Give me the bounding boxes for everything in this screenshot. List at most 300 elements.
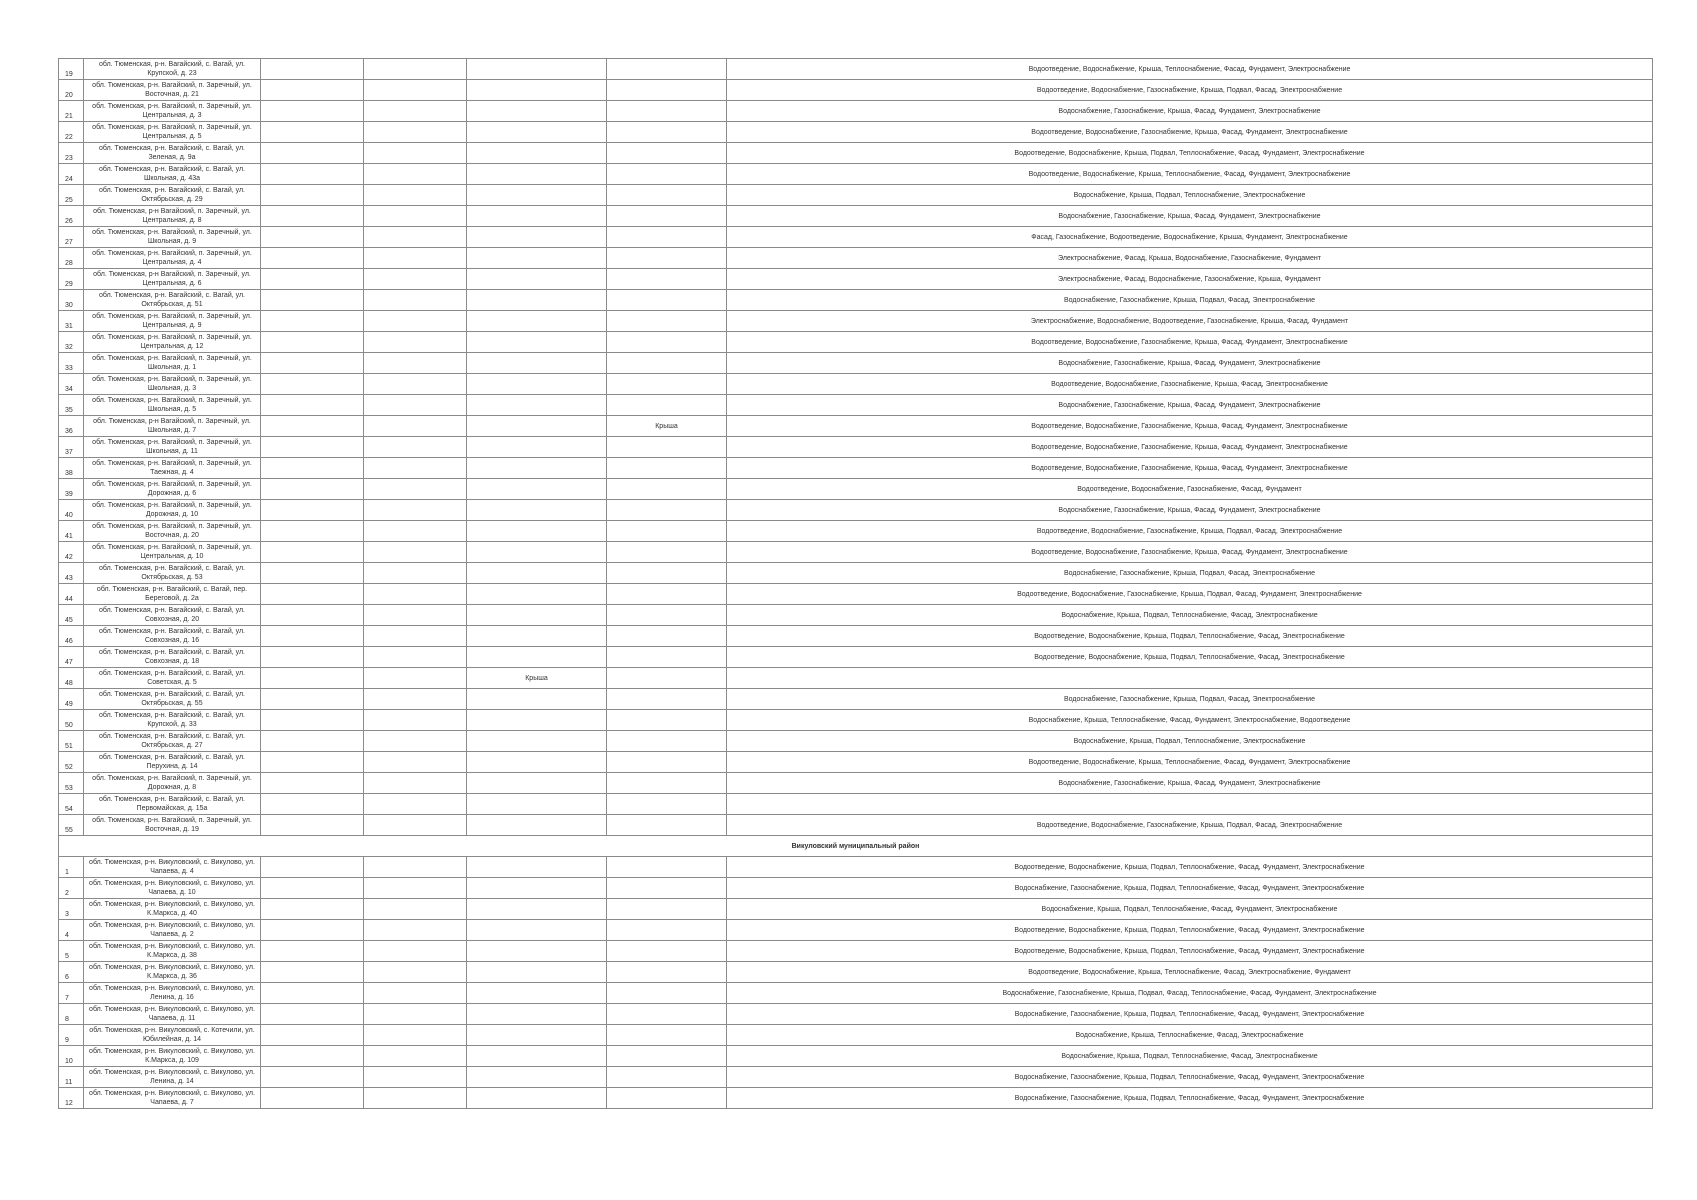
address-cell: обл. Тюменская, р-н. Вагайский, п. Заречный, ул. Восточная, д. 21	[84, 80, 261, 101]
empty-cell-3	[261, 143, 364, 164]
address-cell: обл. Тюменская, р-н. Вагайский, п. Заречный, ул. Восточная, д. 19	[84, 815, 261, 836]
empty-cell-4	[364, 248, 467, 269]
empty-cell-3	[261, 899, 364, 920]
table-row	[59, 689, 1653, 710]
empty-cell-3	[261, 458, 364, 479]
works-list-cell: Водоснабжение, Крыша, Подвал, Теплоснабжение, Электроснабжение	[727, 185, 1653, 206]
empty-cell-4	[364, 500, 467, 521]
work-type-cell-5	[467, 248, 607, 269]
work-type-cell-6	[607, 290, 727, 311]
empty-cell-4	[364, 605, 467, 626]
empty-cell-4	[364, 794, 467, 815]
works-list-cell: Водоотведение, Водоснабжение, Газоснабжение, Крыша, Фасад, Фундамент, Электроснабжение	[727, 458, 1653, 479]
empty-cell-3	[261, 941, 364, 962]
work-type-cell-5	[467, 857, 607, 878]
empty-cell-3	[261, 206, 364, 227]
empty-cell-4	[364, 1004, 467, 1025]
work-type-cell-6	[607, 311, 727, 332]
work-type-cell-5	[467, 395, 607, 416]
empty-cell-4	[364, 920, 467, 941]
row-number-cell: 9	[59, 1025, 84, 1046]
work-type-cell-6	[607, 500, 727, 521]
row-number-cell: 46	[59, 626, 84, 647]
row-number-cell: 52	[59, 752, 84, 773]
work-type-cell-5	[467, 878, 607, 899]
empty-cell-4	[364, 332, 467, 353]
row-number-cell: 30	[59, 290, 84, 311]
work-type-cell-6	[607, 437, 727, 458]
address-cell: обл. Тюменская, р-н. Вагайский, п. Заречный, ул. Школьная, д. 5	[84, 395, 261, 416]
empty-cell-3	[261, 542, 364, 563]
table-row	[59, 185, 1653, 206]
address-cell: обл. Тюменская, р-н. Вагайский, с. Вагай, ул. Крупской, д. 23	[84, 59, 261, 80]
work-type-cell-5	[467, 794, 607, 815]
works-list-cell: Водоотведение, Водоснабжение, Крыша, Теплоснабжение, Фасад, Электроснабжение, Фундамент	[727, 962, 1653, 983]
works-list-cell: Водоснабжение, Газоснабжение, Крыша, Фасад, Фундамент, Электроснабжение	[727, 395, 1653, 416]
table-row	[59, 731, 1653, 752]
row-number-cell: 42	[59, 542, 84, 563]
section-title: Викуловский муниципальный район	[59, 836, 1653, 857]
work-type-cell-6	[607, 794, 727, 815]
work-type-cell-6	[607, 731, 727, 752]
empty-cell-3	[261, 563, 364, 584]
address-cell: обл. Тюменская, р-н. Викуловский, с. Викулово, ул. Ленина, д. 14	[84, 1067, 261, 1088]
works-list-cell: Водоснабжение, Газоснабжение, Крыша, Подвал, Теплоснабжение, Фасад, Фундамент, Электроснабжение	[727, 1067, 1653, 1088]
address-cell: обл. Тюменская, р-н. Вагайский, п. Заречный, ул. Центральная, д. 4	[84, 248, 261, 269]
row-number-cell: 53	[59, 773, 84, 794]
empty-cell-3	[261, 857, 364, 878]
row-number-cell: 24	[59, 164, 84, 185]
row-number-cell: 51	[59, 731, 84, 752]
address-cell: обл. Тюменская, р-н. Викуловский, с. Викулово, ул. К.Маркса, д. 109	[84, 1046, 261, 1067]
work-type-cell-6	[607, 542, 727, 563]
empty-cell-3	[261, 500, 364, 521]
empty-cell-4	[364, 227, 467, 248]
work-type-cell-5	[467, 500, 607, 521]
work-type-cell-5	[467, 815, 607, 836]
work-type-cell-6	[607, 1067, 727, 1088]
address-cell: обл. Тюменская, р-н. Викуловский, с. Котечили, ул. Юбилейная, д. 14	[84, 1025, 261, 1046]
address-cell: обл. Тюменская, р-н. Вагайский, с. Вагай, ул. Октябрьская, д. 27	[84, 731, 261, 752]
work-type-cell-6	[607, 563, 727, 584]
works-list-cell: Водоотведение, Водоснабжение, Газоснабжение, Крыша, Подвал, Фасад, Электроснабжение	[727, 815, 1653, 836]
address-cell: обл. Тюменская, р-н. Викуловский, с. Викулово, ул. Чапаева, д. 7	[84, 1088, 261, 1109]
row-number-cell: 19	[59, 59, 84, 80]
works-list-cell: Водоотведение, Водоснабжение, Крыша, Подвал, Теплоснабжение, Фасад, Электроснабжение	[727, 647, 1653, 668]
empty-cell-4	[364, 857, 467, 878]
empty-cell-3	[261, 1067, 364, 1088]
works-list-cell: Водоотведение, Водоснабжение, Газоснабжение, Крыша, Фасад, Фундамент, Электроснабжение	[727, 437, 1653, 458]
work-type-cell-6	[607, 143, 727, 164]
work-type-cell-6	[607, 920, 727, 941]
empty-cell-3	[261, 983, 364, 1004]
empty-cell-3	[261, 626, 364, 647]
address-cell: обл. Тюменская, р-н. Вагайский, с. Вагай, ул. Октябрьская, д. 55	[84, 689, 261, 710]
empty-cell-3	[261, 227, 364, 248]
work-type-cell-5	[467, 542, 607, 563]
row-number-cell: 36	[59, 416, 84, 437]
address-cell: обл. Тюменская, р-н. Викуловский, с. Викулово, ул. Чапаева, д. 11	[84, 1004, 261, 1025]
row-number-cell: 32	[59, 332, 84, 353]
empty-cell-3	[261, 395, 364, 416]
table-row	[59, 962, 1653, 983]
works-list-cell: Водоснабжение, Газоснабжение, Крыша, Фасад, Фундамент, Электроснабжение	[727, 500, 1653, 521]
work-type-cell-6	[607, 1025, 727, 1046]
table-row	[59, 1046, 1653, 1067]
work-type-cell-6	[607, 710, 727, 731]
work-type-cell-6	[607, 80, 727, 101]
works-list-cell: Водоснабжение, Крыша, Подвал, Теплоснабжение, Фасад, Электроснабжение	[727, 605, 1653, 626]
empty-cell-3	[261, 353, 364, 374]
row-number-cell: 11	[59, 1067, 84, 1088]
address-cell: обл. Тюменская, р-н. Вагайский, с. Вагай, ул. Крупской, д. 33	[84, 710, 261, 731]
empty-cell-4	[364, 941, 467, 962]
table-row	[59, 899, 1653, 920]
work-type-cell-5	[467, 689, 607, 710]
table-row	[59, 668, 1653, 689]
table-row	[59, 941, 1653, 962]
works-list-cell: Водоотведение, Водоснабжение, Газоснабжение, Крыша, Фасад, Фундамент, Электроснабжение	[727, 332, 1653, 353]
work-type-cell-6	[607, 626, 727, 647]
empty-cell-3	[261, 248, 364, 269]
work-type-cell-6	[607, 206, 727, 227]
empty-cell-4	[364, 584, 467, 605]
row-number-cell: 23	[59, 143, 84, 164]
empty-cell-4	[364, 458, 467, 479]
row-number-cell: 55	[59, 815, 84, 836]
empty-cell-4	[364, 1025, 467, 1046]
address-cell: обл. Тюменская, р-н. Вагайский, с. Вагай, ул. Октябрьская, д. 29	[84, 185, 261, 206]
empty-cell-4	[364, 983, 467, 1004]
work-type-cell-5	[467, 710, 607, 731]
empty-cell-3	[261, 605, 364, 626]
work-type-cell-6	[607, 1046, 727, 1067]
empty-cell-3	[261, 731, 364, 752]
works-list-cell: Водоснабжение, Газоснабжение, Крыша, Фасад, Фундамент, Электроснабжение	[727, 353, 1653, 374]
empty-cell-3	[261, 290, 364, 311]
empty-cell-4	[364, 815, 467, 836]
address-cell: обл. Тюменская, р-н Вагайский, п. Заречный, ул. Центральная, д. 8	[84, 206, 261, 227]
works-list-cell: Водоотведение, Водоснабжение, Крыша, Теплоснабжение, Фасад, Фундамент, Электроснабжение	[727, 59, 1653, 80]
address-cell: обл. Тюменская, р-н. Вагайский, п. Заречный, ул. Центральная, д. 9	[84, 311, 261, 332]
empty-cell-3	[261, 374, 364, 395]
works-list-cell: Водоснабжение, Газоснабжение, Крыша, Фасад, Фундамент, Электроснабжение	[727, 101, 1653, 122]
address-cell: обл. Тюменская, р-н. Викуловский, с. Викулово, ул. Чапаева, д. 4	[84, 857, 261, 878]
work-type-cell-5	[467, 290, 607, 311]
row-number-cell: 25	[59, 185, 84, 206]
section-header-row	[59, 836, 1653, 857]
table-row	[59, 983, 1653, 1004]
empty-cell-4	[364, 269, 467, 290]
work-type-cell-5	[467, 899, 607, 920]
work-type-cell-6	[607, 647, 727, 668]
work-type-cell-6	[607, 689, 727, 710]
empty-cell-4	[364, 1088, 467, 1109]
work-type-cell-5	[467, 206, 607, 227]
works-list-cell: Электроснабжение, Водоснабжение, Водоотведение, Газоснабжение, Крыша, Фасад, Фундамент	[727, 311, 1653, 332]
works-list-cell: Водоотведение, Водоснабжение, Крыша, Теплоснабжение, Фасад, Фундамент, Электроснабжение	[727, 752, 1653, 773]
table-row	[59, 311, 1653, 332]
address-cell: обл. Тюменская, р-н. Вагайский, п. Заречный, ул. Школьная, д. 3	[84, 374, 261, 395]
work-type-cell-6	[607, 185, 727, 206]
address-cell: обл. Тюменская, р-н. Вагайский, п. Заречный, ул. Таежная, д. 4	[84, 458, 261, 479]
table-row	[59, 1088, 1653, 1109]
empty-cell-4	[364, 647, 467, 668]
table-row	[59, 269, 1653, 290]
table-row	[59, 1067, 1653, 1088]
work-type-cell-5	[467, 1088, 607, 1109]
work-type-cell-5	[467, 752, 607, 773]
empty-cell-4	[364, 437, 467, 458]
row-number-cell: 38	[59, 458, 84, 479]
address-cell: обл. Тюменская, р-н. Вагайский, с. Вагай, ул. Совхозная, д. 20	[84, 605, 261, 626]
work-type-cell-5	[467, 101, 607, 122]
work-type-cell-5	[467, 164, 607, 185]
works-list-cell	[727, 794, 1653, 815]
table-row	[59, 290, 1653, 311]
empty-cell-3	[261, 752, 364, 773]
address-cell: обл. Тюменская, р-н. Вагайский, с. Вагай, ул. Школьная, д. 43а	[84, 164, 261, 185]
table-row	[59, 332, 1653, 353]
address-cell: обл. Тюменская, р-н. Вагайский, п. Заречный, ул. Центральная, д. 10	[84, 542, 261, 563]
empty-cell-3	[261, 1088, 364, 1109]
empty-cell-4	[364, 122, 467, 143]
empty-cell-3	[261, 101, 364, 122]
work-type-cell-6	[607, 773, 727, 794]
work-type-cell-6	[607, 1088, 727, 1109]
row-number-cell: 35	[59, 395, 84, 416]
empty-cell-4	[364, 1046, 467, 1067]
empty-cell-4	[364, 773, 467, 794]
row-number-cell: 20	[59, 80, 84, 101]
table-row	[59, 857, 1653, 878]
works-list-cell: Водоснабжение, Крыша, Теплоснабжение, Фасад, Электроснабжение	[727, 1025, 1653, 1046]
table-row	[59, 248, 1653, 269]
empty-cell-3	[261, 80, 364, 101]
work-type-cell-5	[467, 332, 607, 353]
empty-cell-4	[364, 311, 467, 332]
work-type-cell-5	[467, 1067, 607, 1088]
works-list-cell: Электроснабжение, Фасад, Крыша, Водоснабжение, Газоснабжение, Фундамент	[727, 248, 1653, 269]
address-cell: обл. Тюменская, р-н. Викуловский, с. Викулово, ул. Чапаева, д. 10	[84, 878, 261, 899]
row-number-cell: 49	[59, 689, 84, 710]
works-list-cell: Водоснабжение, Газоснабжение, Крыша, Фасад, Фундамент, Электроснабжение	[727, 773, 1653, 794]
empty-cell-3	[261, 962, 364, 983]
empty-cell-4	[364, 878, 467, 899]
empty-cell-4	[364, 542, 467, 563]
table-row	[59, 773, 1653, 794]
work-type-cell-6: Крыша	[607, 416, 727, 437]
empty-cell-4	[364, 206, 467, 227]
address-cell: обл. Тюменская, р-н Вагайский, п. Заречный, ул. Школьная, д. 7	[84, 416, 261, 437]
work-type-cell-6	[607, 395, 727, 416]
empty-cell-3	[261, 710, 364, 731]
table-row	[59, 521, 1653, 542]
work-type-cell-5	[467, 227, 607, 248]
table-row	[59, 920, 1653, 941]
work-type-cell-5	[467, 1025, 607, 1046]
work-type-cell-5	[467, 941, 607, 962]
empty-cell-4	[364, 59, 467, 80]
table-row	[59, 143, 1653, 164]
work-type-cell-6	[607, 752, 727, 773]
table-row	[59, 1025, 1653, 1046]
address-cell: обл. Тюменская, р-н. Вагайский, с. Вагай, ул. Советская, д. 5	[84, 668, 261, 689]
empty-cell-4	[364, 185, 467, 206]
works-list-cell: Водоснабжение, Газоснабжение, Крыша, Подвал, Теплоснабжение, Фасад, Фундамент, Электроснабжение	[727, 1088, 1653, 1109]
work-type-cell-6	[607, 332, 727, 353]
empty-cell-3	[261, 269, 364, 290]
table-row	[59, 647, 1653, 668]
address-cell: обл. Тюменская, р-н. Викуловский, с. Викулово, ул. Чапаева, д. 2	[84, 920, 261, 941]
work-type-cell-6	[607, 269, 727, 290]
empty-cell-4	[364, 710, 467, 731]
empty-cell-4	[364, 479, 467, 500]
row-number-cell: 40	[59, 500, 84, 521]
empty-cell-4	[364, 80, 467, 101]
works-list-cell: Водоотведение, Водоснабжение, Газоснабжение, Крыша, Подвал, Фасад, Электроснабжение	[727, 80, 1653, 101]
row-number-cell: 31	[59, 311, 84, 332]
empty-cell-3	[261, 920, 364, 941]
work-type-cell-5	[467, 122, 607, 143]
address-cell: обл. Тюменская, р-н. Вагайский, п. Заречный, ул. Дорожная, д. 6	[84, 479, 261, 500]
address-cell: обл. Тюменская, р-н. Вагайский, с. Вагай, пер. Береговой, д. 2а	[84, 584, 261, 605]
address-cell: обл. Тюменская, р-н. Вагайский, с. Вагай, ул. Перухина, д. 14	[84, 752, 261, 773]
empty-cell-4	[364, 731, 467, 752]
works-list-cell: Водоснабжение, Газоснабжение, Крыша, Подвал, Фасад, Электроснабжение	[727, 689, 1653, 710]
work-type-cell-6	[607, 815, 727, 836]
empty-cell-4	[364, 353, 467, 374]
work-type-cell-5	[467, 143, 607, 164]
empty-cell-4	[364, 164, 467, 185]
row-number-cell: 45	[59, 605, 84, 626]
works-list-cell: Водоотведение, Водоснабжение, Крыша, Подвал, Теплоснабжение, Фасад, Электроснабжение	[727, 626, 1653, 647]
works-list-cell: Водоотведение, Водоснабжение, Газоснабжение, Крыша, Фасад, Фундамент, Электроснабжение	[727, 416, 1653, 437]
works-list-cell: Водоснабжение, Крыша, Подвал, Теплоснабжение, Фасад, Фундамент, Электроснабжение	[727, 899, 1653, 920]
row-number-cell: 48	[59, 668, 84, 689]
works-list-cell: Водоснабжение, Газоснабжение, Крыша, Подвал, Теплоснабжение, Фасад, Фундамент, Электроснабжение	[727, 878, 1653, 899]
work-type-cell-6	[607, 164, 727, 185]
row-number-cell: 47	[59, 647, 84, 668]
address-cell: обл. Тюменская, р-н. Вагайский, с. Вагай, ул. Совхозная, д. 16	[84, 626, 261, 647]
table-row	[59, 584, 1653, 605]
work-type-cell-5	[467, 731, 607, 752]
address-cell: обл. Тюменская, р-н. Викуловский, с. Викулово, ул. К.Маркса, д. 40	[84, 899, 261, 920]
empty-cell-3	[261, 1046, 364, 1067]
work-type-cell-5	[467, 1046, 607, 1067]
address-cell: обл. Тюменская, р-н. Вагайский, п. Заречный, ул. Восточная, д. 20	[84, 521, 261, 542]
row-number-cell: 7	[59, 983, 84, 1004]
works-list-cell: Водоотведение, Водоснабжение, Крыша, Подвал, Теплоснабжение, Фасад, Фундамент, Электроснабжение	[727, 857, 1653, 878]
empty-cell-3	[261, 584, 364, 605]
empty-cell-4	[364, 1067, 467, 1088]
empty-cell-3	[261, 332, 364, 353]
work-type-cell-6	[607, 479, 727, 500]
row-number-cell: 34	[59, 374, 84, 395]
table-row	[59, 542, 1653, 563]
address-cell: обл. Тюменская, р-н. Вагайский, п. Заречный, ул. Дорожная, д. 10	[84, 500, 261, 521]
empty-cell-4	[364, 962, 467, 983]
row-number-cell: 5	[59, 941, 84, 962]
work-type-cell-6	[607, 899, 727, 920]
row-number-cell: 28	[59, 248, 84, 269]
work-type-cell-5	[467, 1004, 607, 1025]
work-type-cell-5	[467, 983, 607, 1004]
table-row	[59, 227, 1653, 248]
address-cell: обл. Тюменская, р-н. Вагайский, п. Заречный, ул. Школьная, д. 11	[84, 437, 261, 458]
table-row	[59, 500, 1653, 521]
work-type-cell-6	[607, 962, 727, 983]
work-type-cell-5	[467, 521, 607, 542]
row-number-cell: 1	[59, 857, 84, 878]
empty-cell-3	[261, 668, 364, 689]
works-list-cell: Водоотведение, Водоснабжение, Газоснабжение, Крыша, Фасад, Фундамент, Электроснабжение	[727, 542, 1653, 563]
work-type-cell-5	[467, 563, 607, 584]
works-list-cell: Водоснабжение, Крыша, Подвал, Теплоснабжение, Фасад, Электроснабжение	[727, 1046, 1653, 1067]
works-list-cell: Водоснабжение, Газоснабжение, Крыша, Подвал, Фасад, Электроснабжение	[727, 563, 1653, 584]
table-row	[59, 710, 1653, 731]
empty-cell-4	[364, 416, 467, 437]
work-type-cell-6	[607, 878, 727, 899]
work-type-cell-5: Крыша	[467, 668, 607, 689]
empty-cell-4	[364, 668, 467, 689]
row-number-cell: 41	[59, 521, 84, 542]
empty-cell-3	[261, 773, 364, 794]
work-type-cell-5	[467, 185, 607, 206]
table-row	[59, 458, 1653, 479]
address-cell: обл. Тюменская, р-н. Вагайский, п. Заречный, ул. Центральная, д. 5	[84, 122, 261, 143]
row-number-cell: 2	[59, 878, 84, 899]
address-cell: обл. Тюменская, р-н. Вагайский, с. Вагай, ул. Октябрьская, д. 51	[84, 290, 261, 311]
table-row	[59, 878, 1653, 899]
table-row	[59, 416, 1653, 437]
row-number-cell: 22	[59, 122, 84, 143]
empty-cell-4	[364, 374, 467, 395]
address-cell: обл. Тюменская, р-н. Вагайский, с. Вагай, ул. Совхозная, д. 18	[84, 647, 261, 668]
empty-cell-3	[261, 689, 364, 710]
row-number-cell: 12	[59, 1088, 84, 1109]
table-row	[59, 122, 1653, 143]
empty-cell-3	[261, 437, 364, 458]
row-number-cell: 44	[59, 584, 84, 605]
row-number-cell: 10	[59, 1046, 84, 1067]
work-type-cell-5	[467, 374, 607, 395]
address-cell: обл. Тюменская, р-н. Вагайский, п. Заречный, ул. Дорожная, д. 8	[84, 773, 261, 794]
empty-cell-3	[261, 479, 364, 500]
table-row	[59, 479, 1653, 500]
empty-cell-3	[261, 59, 364, 80]
work-type-cell-6	[607, 101, 727, 122]
table-row	[59, 59, 1653, 80]
row-number-cell: 37	[59, 437, 84, 458]
empty-cell-3	[261, 815, 364, 836]
work-type-cell-6	[607, 1004, 727, 1025]
address-cell: обл. Тюменская, р-н. Вагайский, с. Вагай, ул. Октябрьская, д. 53	[84, 563, 261, 584]
works-list-cell: Водоотведение, Водоснабжение, Газоснабжение, Крыша, Фасад, Фундамент, Электроснабжение	[727, 122, 1653, 143]
works-list-cell: Водоснабжение, Крыша, Подвал, Теплоснабжение, Электроснабжение	[727, 731, 1653, 752]
empty-cell-3	[261, 878, 364, 899]
empty-cell-4	[364, 626, 467, 647]
address-cell: обл. Тюменская, р-н. Вагайский, п. Заречный, ул. Школьная, д. 1	[84, 353, 261, 374]
works-list-cell: Водоотведение, Водоснабжение, Газоснабжение, Крыша, Фасад, Электроснабжение	[727, 374, 1653, 395]
empty-cell-3	[261, 794, 364, 815]
address-cell: обл. Тюменская, р-н. Вагайский, п. Заречный, ул. Центральная, д. 12	[84, 332, 261, 353]
address-cell: обл. Тюменская, р-н. Вагайский, с. Вагай, ул. Первомайская, д. 15а	[84, 794, 261, 815]
empty-cell-3	[261, 416, 364, 437]
work-type-cell-5	[467, 437, 607, 458]
work-type-cell-5	[467, 773, 607, 794]
work-type-cell-5	[467, 80, 607, 101]
